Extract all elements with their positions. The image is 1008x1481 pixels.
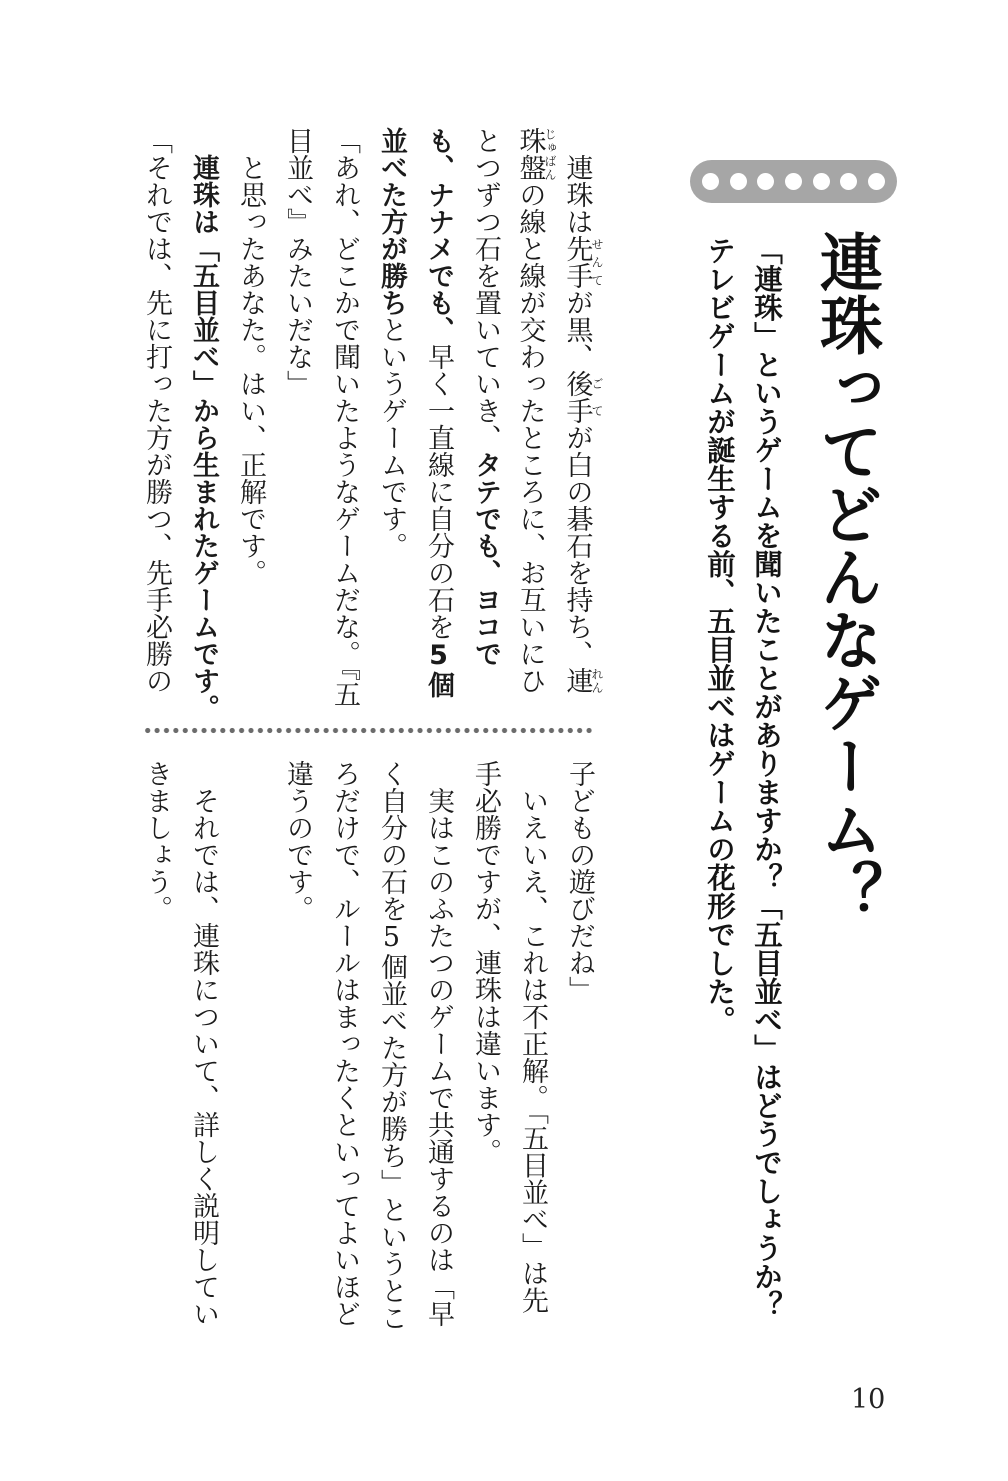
header-dot <box>730 173 747 190</box>
ruby-reading: れん <box>590 667 604 694</box>
body-line: 子どもの遊びだね」 <box>564 760 595 1003</box>
text-run: の線と線が交わったところに、お互いにひ <box>514 181 546 694</box>
text-run: というゲームです。 <box>376 316 407 559</box>
header-dot <box>840 173 857 190</box>
header-dot <box>785 173 802 190</box>
body-lower-section <box>133 760 603 1350</box>
body-upper-section <box>133 127 603 727</box>
emphasis-run: 連珠は「五目並べ」から生まれたゲームです。 <box>188 154 219 721</box>
body-line: く自分の石を5個並べた方が勝ち」というとこ <box>376 760 407 1331</box>
ruby-reading: じゅばん <box>543 127 557 181</box>
body-line <box>462 127 509 727</box>
ruby-word <box>561 667 604 694</box>
ruby-reading: せんて <box>590 235 604 289</box>
body-line: 実はこのふたつのゲームで共通するのは「早 <box>423 787 454 1327</box>
body-line <box>133 127 180 727</box>
body-line: ろだけで、ルールはまったくといってよいほど <box>329 760 360 1327</box>
section-header-dots <box>690 160 897 203</box>
body-line <box>415 127 462 727</box>
body-line <box>274 127 321 727</box>
body-line <box>321 127 368 727</box>
text-run: と思ったあなた。はい、正解です。 <box>235 154 266 586</box>
ruby-word <box>561 370 604 424</box>
text-run: とつずつ石を置いていき、 <box>470 127 501 451</box>
ruby-base: 珠盤 <box>514 127 546 181</box>
text-run: 早く一直線に自分の石を <box>423 343 454 640</box>
header-dot <box>813 173 830 190</box>
ruby-base: 連 <box>561 667 593 694</box>
lead-text <box>696 236 790 1356</box>
body-line <box>556 127 603 727</box>
body-line <box>180 127 227 727</box>
text-run: 「それでは、先に打った方が勝つ、先手必勝の <box>141 127 172 694</box>
body-line <box>368 127 415 727</box>
ruby-word <box>561 235 604 289</box>
body-line: きましょう。 <box>141 760 172 922</box>
body-line: 手必勝ですが、連珠は違います。 <box>470 760 501 1165</box>
emphasis-run: 並べた方が勝ち <box>376 127 407 316</box>
body-line: それでは、連珠について、詳しく説明してい <box>188 787 219 1327</box>
body-line: いえいえ、これは不正解。「五目並べ」は先 <box>517 787 548 1314</box>
ruby-base: 先手 <box>561 235 593 289</box>
dotted-divider <box>143 727 595 734</box>
text-run: 「あれ、どこかで聞いたようなゲームだな。『五 <box>329 127 360 708</box>
text-run: 目並べ』みたいだな」 <box>282 127 313 397</box>
text-run: が白の碁石を持ち、 <box>561 424 593 667</box>
ruby-base: 後手 <box>561 370 593 424</box>
body-line <box>509 127 556 727</box>
ruby-reading: ごて <box>590 370 604 424</box>
text-run: が黒、 <box>561 289 593 370</box>
blank-line <box>227 760 274 1350</box>
page-number: 10 <box>851 1384 886 1415</box>
text-run: 連珠は <box>561 154 593 235</box>
header-dot <box>702 173 719 190</box>
ruby-word <box>514 127 557 181</box>
lead-line: テレビゲームが誕生する前、五目並べはゲームの花形でした。 <box>703 236 736 1034</box>
lead-line: 「連珠」というゲームを聞いたことがありますか？「五目並べ」はどうでしょうか？ <box>750 236 783 1319</box>
body-line <box>227 127 274 727</box>
emphasis-run: も、ナナメでも、 <box>423 127 454 343</box>
page-title: 連珠ってどんなゲーム？ <box>810 230 883 923</box>
header-dot <box>868 173 885 190</box>
body-line: 違うのです。 <box>282 760 313 922</box>
emphasis-run: 5個 <box>423 640 454 698</box>
header-dot <box>757 173 774 190</box>
emphasis-run: タテでも、ヨコで <box>470 451 501 667</box>
